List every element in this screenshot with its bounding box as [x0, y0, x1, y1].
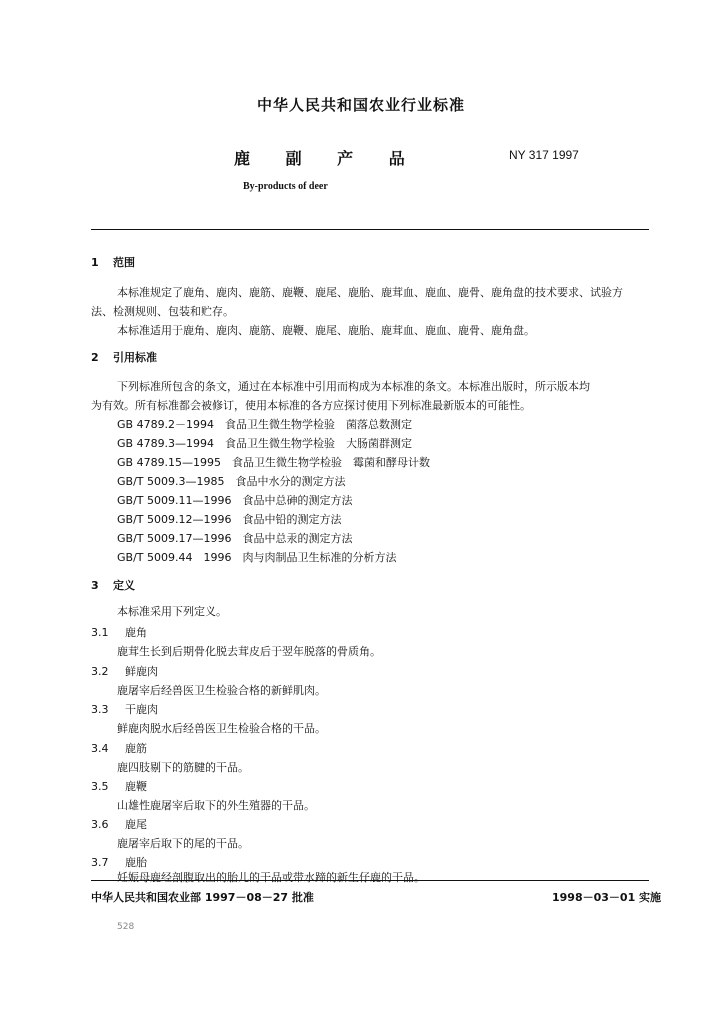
definition-term — [91, 816, 147, 832]
document-title: 鹿 副 产 品 — [234, 149, 420, 168]
reference-item: GB/T 5009.17—1996 食品中总汞的测定方法 — [117, 532, 353, 545]
definition-number: 3.6 — [91, 818, 109, 831]
definition-text: 山雄性鹿屠宰后取下的外生殖器的干品。 — [117, 799, 315, 812]
definition-term — [91, 854, 147, 870]
definition-term — [91, 624, 147, 640]
definition-text: 妊娠母鹿经剖腹取出的胎儿的干品或带水蹄的新生仔鹿的干品。 — [117, 871, 425, 884]
paragraph: 下列标准所包含的条文，通过在本标准中引用而构成为本标准的条文。本标准出版时，所示版本均 — [117, 380, 590, 393]
definition-term-label: 鹿鞭 — [125, 780, 147, 793]
definition-term-label: 干鹿肉 — [125, 703, 158, 716]
definition-term — [91, 740, 147, 756]
definition-term-label: 鹿胎 — [125, 856, 147, 869]
paragraph: 本标准适用于鹿角、鹿肉、鹿筋、鹿鞭、鹿尾、鹿胎、鹿茸血、鹿血、鹿骨、鹿角盘。 — [117, 324, 535, 337]
definition-text: 鹿茸生长到后期骨化脱去茸皮后于翌年脱落的骨质角。 — [117, 645, 381, 658]
definition-number: 3.3 — [91, 703, 109, 716]
footer-rule — [91, 880, 649, 881]
standard-category-header: 中华人民共和国农业行业标准 — [256, 96, 465, 114]
definition-term — [91, 778, 147, 794]
reference-item: GB 4789.2－1994 食品卫生微生物学检验 菌落总数测定 — [117, 418, 413, 431]
section-heading — [91, 254, 135, 270]
section-title: 范围 — [113, 256, 135, 269]
section-title: 引用标准 — [113, 351, 157, 364]
section-heading — [91, 349, 157, 365]
paragraph: 本标准采用下列定义。 — [117, 605, 227, 618]
definition-text: 鹿屠宰后经兽医卫生检验合格的新鲜肌肉。 — [117, 684, 326, 697]
approval-line: 中华人民共和国农业部 1997－08－27 批准 — [91, 891, 314, 904]
definition-term — [91, 663, 158, 679]
reference-item: GB/T 5009.12—1996 食品中铅的测定方法 — [117, 513, 342, 526]
definition-term-label: 鹿筋 — [125, 742, 147, 755]
standard-code: NY 317 1997 — [509, 148, 579, 162]
definition-number: 3.4 — [91, 742, 109, 755]
implementation-date: 1998－03－01 实施 — [552, 891, 662, 904]
definition-text: 鹿屠宰后取下的尾的干品。 — [117, 837, 249, 850]
page-number: 528 — [117, 922, 135, 932]
section-heading — [91, 577, 135, 593]
definition-number: 3.2 — [91, 665, 109, 678]
header-rule — [91, 229, 649, 230]
reference-item: GB 4789.3—1994 食品卫生微生物学检验 大肠菌群测定 — [117, 437, 413, 450]
definition-text: 鹿四肢剔下的筋腱的干品。 — [117, 761, 249, 774]
definition-term-label: 鹿尾 — [125, 818, 147, 831]
definition-term-label: 鹿角 — [125, 626, 147, 639]
section-number: 1 — [91, 256, 99, 269]
section-title: 定义 — [113, 579, 135, 592]
reference-item: GB 4789.15—1995 食品卫生微生物学检验 霉菌和酵母计数 — [117, 456, 431, 469]
definition-term-label: 鲜鹿肉 — [125, 665, 158, 678]
definition-number: 3.1 — [91, 626, 109, 639]
reference-item: GB/T 5009.11—1996 食品中总砷的测定方法 — [117, 494, 353, 507]
definition-term — [91, 701, 158, 717]
section-number: 3 — [91, 579, 99, 592]
definition-number: 3.7 — [91, 856, 109, 869]
reference-item: GB/T 5009.44 1996 肉与肉制品卫生标准的分析方法 — [117, 551, 397, 564]
definition-text: 鲜鹿肉脱水后经兽医卫生检验合格的干品。 — [117, 722, 326, 735]
paragraph: 法、检测规则、包装和贮存。 — [91, 305, 234, 318]
paragraph: 为有效。所有标准都会被修订，使用本标准的各方应探讨使用下列标准最新版本的可能性。 — [91, 399, 531, 412]
english-title: By-products of deer — [243, 181, 328, 192]
section-number: 2 — [91, 351, 99, 364]
definition-number: 3.5 — [91, 780, 109, 793]
paragraph: 本标准规定了鹿角、鹿肉、鹿筋、鹿鞭、鹿尾、鹿胎、鹿茸血、鹿血、鹿骨、鹿角盘的技术要求、试验方 — [117, 286, 623, 299]
reference-item: GB/T 5009.3—1985 食品中水分的测定方法 — [117, 475, 346, 488]
